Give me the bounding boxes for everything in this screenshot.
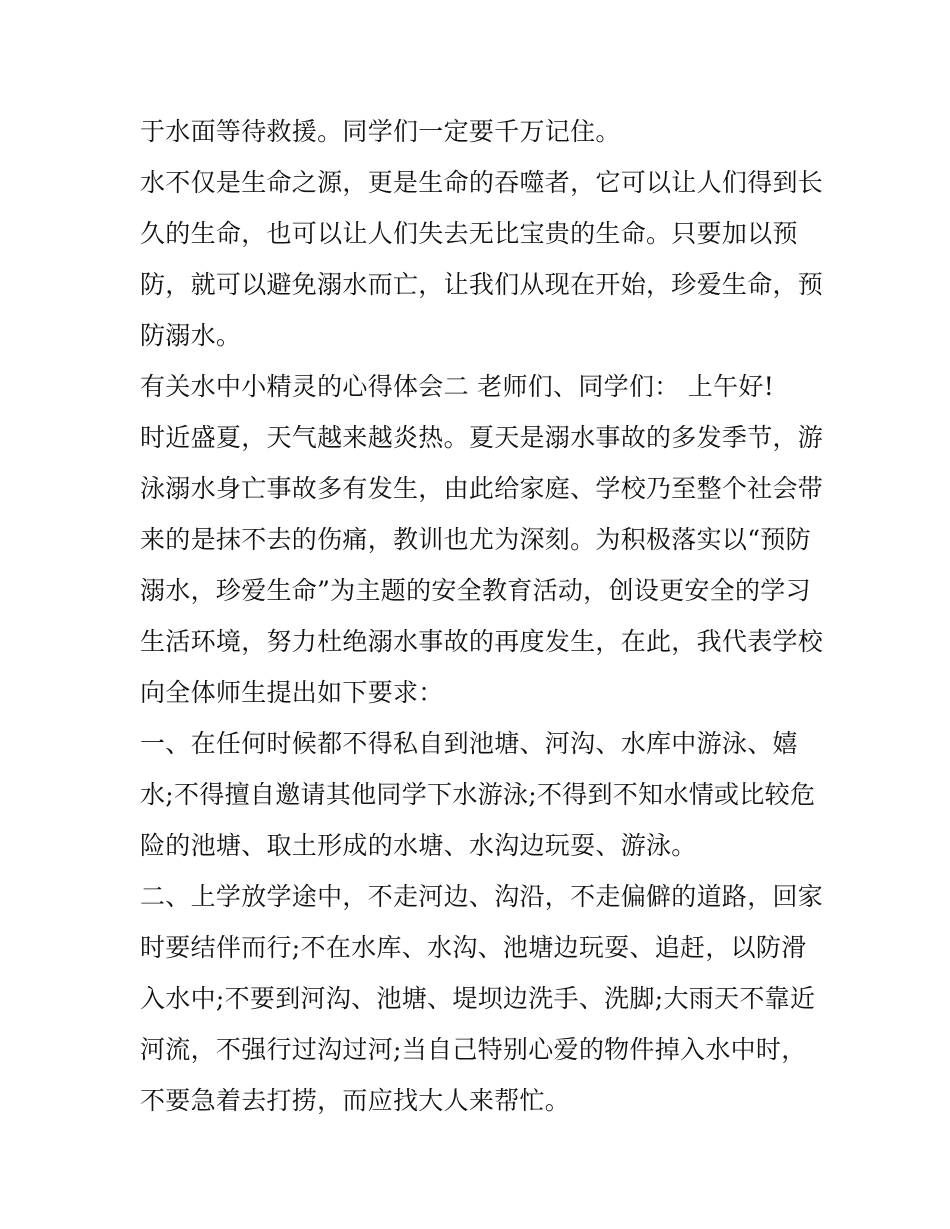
- text-line: 溺水，珍爱生命”为主题的安全教育活动，创设更安全的学习: [140, 576, 811, 605]
- text-line: 水;不得擅自邀请其他同学下水游泳;不得到不知水情或比较危: [140, 780, 816, 809]
- text-line: 入水中;不要到河沟、池塘、堤坝边洗手、洗脚;大雨天不靠近: [140, 984, 816, 1013]
- text-line: 防溺水。: [140, 321, 242, 350]
- list-item-line: 一、在任何时候都不得私自到池塘、河沟、水库中游泳、嬉: [140, 729, 798, 758]
- text-line: 河流，不强行过沟过河;当自己特别心爱的物件掉入水中时，: [140, 1035, 807, 1064]
- text-line: 向全体师生提出如下要求：: [140, 678, 444, 707]
- text-line: 久的生命，也可以让人们失去无比宝贵的生命。只要加以预: [140, 219, 798, 248]
- text-line: 来的是抹不去的伤痛，教训也尤为深刻。为积极落实以“预防: [140, 525, 811, 554]
- text-line: 水不仅是生命之源，更是生命的吞噬者，它可以让人们得到长: [140, 168, 824, 197]
- text-line: 险的池塘、取土形成的水塘、水沟边玩耍、游泳。: [140, 831, 697, 860]
- text-line: 防，就可以避免溺水而亡，让我们从现在开始，珍爱生命，预: [140, 270, 824, 299]
- text-line: 泳溺水身亡事故多有发生，由此给家庭、学校乃至整个社会带: [140, 474, 824, 503]
- document-body: [140, 106, 830, 1126]
- text-line: 时要结伴而行;不在水库、水沟、池塘边玩耍、追赶，以防滑: [140, 933, 807, 962]
- text-line: 不要急着去打捞，而应找大人来帮忙。: [140, 1086, 571, 1115]
- section-heading-line: 有关水中小精灵的心得体会二 老师们、同学们： 上午好!: [140, 372, 775, 401]
- text-line: 时近盛夏，天气越来越炎热。夏天是溺水事故的多发季节，游: [140, 423, 824, 452]
- list-item-line: 二、上学放学途中，不走河边、沟沿，不走偏僻的道路，回家: [140, 882, 824, 911]
- text-line: 于水面等待救援。同学们一定要千万记住。: [140, 117, 621, 146]
- text-line: 生活环境，努力杜绝溺水事故的再度发生，在此，我代表学校: [140, 627, 824, 656]
